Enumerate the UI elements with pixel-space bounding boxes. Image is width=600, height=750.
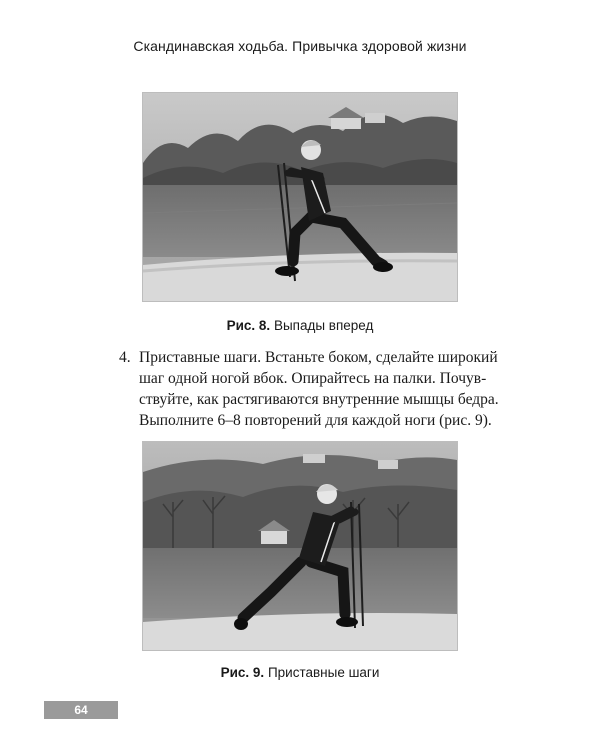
exercise-text-line: шаг одной ногой вбок. Опирайтесь на палки. Почув- <box>139 370 487 387</box>
exercise-text-line: Выполните 6–8 повторений для каждой ноги (рис. 9). <box>139 412 492 429</box>
figure-9-label: Рис. 9. <box>220 665 265 680</box>
exercise-text-line: ствуйте, как растягиваются внутренние мышцы бедра. <box>139 391 499 408</box>
figure-9-photo <box>142 441 458 651</box>
page-number: 64 <box>44 701 118 719</box>
exercise-text-line: Приставные шаги. Встаньте боком, сделайте широкий <box>139 349 498 366</box>
figure-8-label: Рис. 8. <box>226 318 271 333</box>
figure-8-title: Выпады вперед <box>273 318 374 333</box>
figure-9-caption <box>0 665 600 680</box>
running-head: Скандинавская ходьба. Привычка здоровой жизни <box>133 38 467 54</box>
exercise-item <box>119 347 499 431</box>
figure-9-title: Приставные шаги <box>267 665 380 680</box>
figure-8-photo <box>142 92 458 302</box>
exercise-number: 4. <box>119 349 131 366</box>
figure-8-caption <box>0 318 600 333</box>
